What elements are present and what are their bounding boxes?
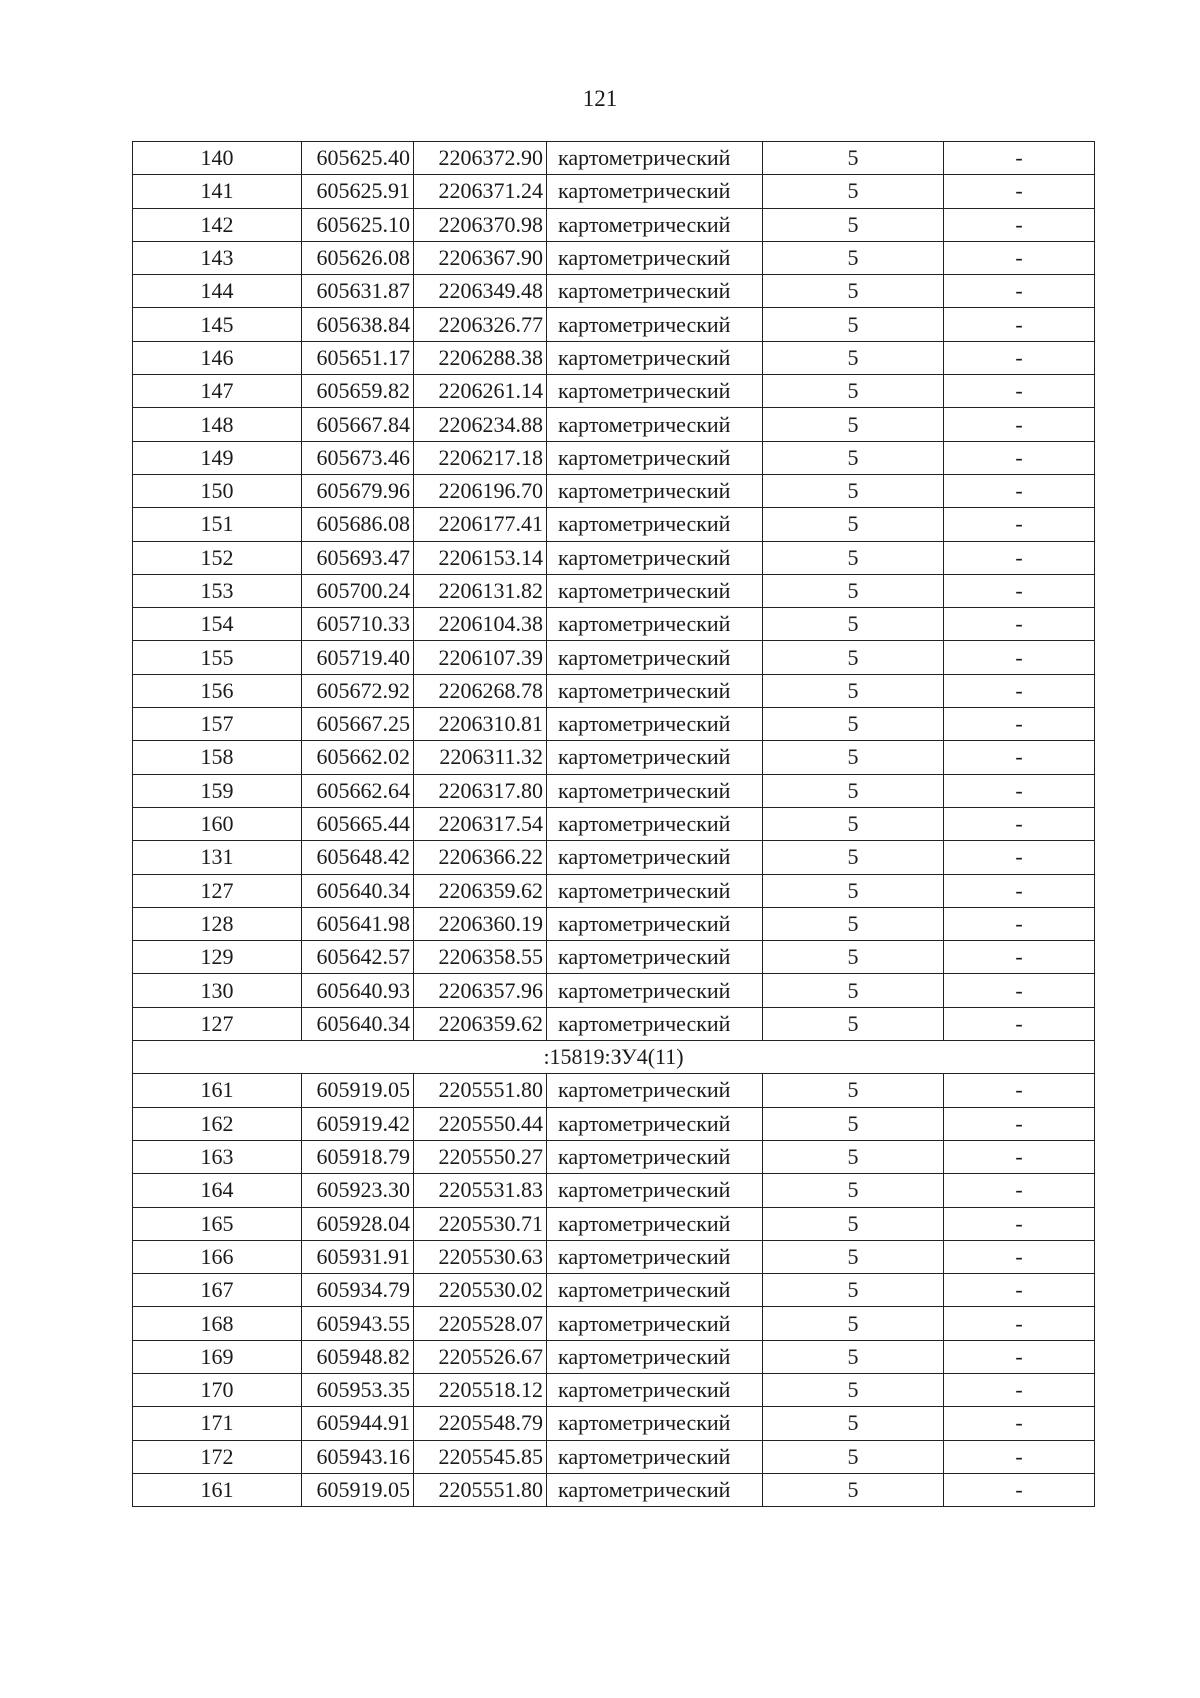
y-coordinate-cell: 2205530.71 [414,1207,547,1240]
table-row [133,1207,1095,1240]
point-number-cell: 157 [133,708,302,741]
x-coordinate-cell: 605953.35 [302,1373,414,1406]
x-coordinate-cell: 605667.25 [302,708,414,741]
point-number-cell: 151 [133,508,302,541]
table-row [133,774,1095,807]
note-cell: - [944,1473,1095,1506]
coordinates-table [132,141,1095,1507]
x-coordinate-cell: 605679.96 [302,474,414,507]
table-row [133,907,1095,940]
method-cell: картометрический [547,1140,763,1173]
x-coordinate-cell: 605943.55 [302,1307,414,1340]
table-row [133,1007,1095,1040]
method-cell: картометрический [547,1340,763,1373]
method-cell: картометрический [547,574,763,607]
x-coordinate-cell: 605923.30 [302,1174,414,1207]
note-cell: - [944,375,1095,408]
accuracy-cell: 5 [763,941,944,974]
y-coordinate-cell: 2206288.38 [414,341,547,374]
accuracy-cell: 5 [763,1140,944,1173]
method-cell: картометрический [547,1107,763,1140]
table-row [133,1107,1095,1140]
table-row [133,208,1095,241]
x-coordinate-cell: 605651.17 [302,341,414,374]
accuracy-cell: 5 [763,1174,944,1207]
y-coordinate-cell: 2206357.96 [414,974,547,1007]
note-cell: - [944,741,1095,774]
accuracy-cell: 5 [763,375,944,408]
point-number-cell: 171 [133,1407,302,1440]
y-coordinate-cell: 2205530.63 [414,1240,547,1273]
note-cell: - [944,641,1095,674]
note-cell: - [944,1340,1095,1373]
x-coordinate-cell: 605625.91 [302,175,414,208]
method-cell: картометрический [547,1207,763,1240]
x-coordinate-cell: 605667.84 [302,408,414,441]
y-coordinate-cell: 2205528.07 [414,1307,547,1340]
x-coordinate-cell: 605944.91 [302,1407,414,1440]
y-coordinate-cell: 2206371.24 [414,175,547,208]
point-number-cell: 161 [133,1074,302,1107]
method-cell: картометрический [547,674,763,707]
point-number-cell: 166 [133,1240,302,1273]
y-coordinate-cell: 2206317.80 [414,774,547,807]
table-row [133,674,1095,707]
note-cell: - [944,474,1095,507]
x-coordinate-cell: 605719.40 [302,641,414,674]
y-coordinate-cell: 2205545.85 [414,1440,547,1473]
note-cell: - [944,608,1095,641]
accuracy-cell: 5 [763,408,944,441]
y-coordinate-cell: 2206196.70 [414,474,547,507]
accuracy-cell: 5 [763,974,944,1007]
accuracy-cell: 5 [763,741,944,774]
method-cell: картометрический [547,941,763,974]
x-coordinate-cell: 605642.57 [302,941,414,974]
note-cell: - [944,142,1095,175]
accuracy-cell: 5 [763,1307,944,1340]
note-cell: - [944,175,1095,208]
table-row [133,874,1095,907]
table-row [133,1274,1095,1307]
y-coordinate-cell: 2206358.55 [414,941,547,974]
table-row [133,1240,1095,1273]
table-row [133,508,1095,541]
x-coordinate-cell: 605640.34 [302,1007,414,1040]
accuracy-cell: 5 [763,1107,944,1140]
point-number-cell: 152 [133,541,302,574]
method-cell: картометрический [547,341,763,374]
x-coordinate-cell: 605919.05 [302,1473,414,1506]
note-cell: - [944,1373,1095,1406]
x-coordinate-cell: 605700.24 [302,574,414,607]
point-number-cell: 131 [133,841,302,874]
method-cell: картометрический [547,741,763,774]
y-coordinate-cell: 2205550.27 [414,1140,547,1173]
table-row [133,841,1095,874]
method-cell: картометрический [547,608,763,641]
note-cell: - [944,941,1095,974]
accuracy-cell: 5 [763,708,944,741]
note-cell: - [944,1307,1095,1340]
y-coordinate-cell: 2205526.67 [414,1340,547,1373]
point-number-cell: 172 [133,1440,302,1473]
table-row [133,641,1095,674]
table-row [133,308,1095,341]
point-number-cell: 160 [133,807,302,840]
point-number-cell: 148 [133,408,302,441]
x-coordinate-cell: 605943.16 [302,1440,414,1473]
table-row [133,375,1095,408]
table-row [133,741,1095,774]
method-cell: картометрический [547,208,763,241]
y-coordinate-cell: 2206261.14 [414,375,547,408]
x-coordinate-cell: 605648.42 [302,841,414,874]
method-cell: картометрический [547,308,763,341]
y-coordinate-cell: 2206349.48 [414,275,547,308]
method-cell: картометрический [547,974,763,1007]
method-cell: картометрический [547,508,763,541]
note-cell: - [944,907,1095,940]
method-cell: картометрический [547,275,763,308]
accuracy-cell: 5 [763,1373,944,1406]
table-row [133,275,1095,308]
point-number-cell: 144 [133,275,302,308]
note-cell: - [944,708,1095,741]
point-number-cell: 164 [133,1174,302,1207]
section-label: :15819:ЗУ4(11) [133,1041,1095,1074]
note-cell: - [944,574,1095,607]
table-row [133,708,1095,741]
method-cell: картометрический [547,241,763,274]
note-cell: - [944,1074,1095,1107]
x-coordinate-cell: 605919.05 [302,1074,414,1107]
y-coordinate-cell: 2206360.19 [414,907,547,940]
method-cell: картометрический [547,1240,763,1273]
x-coordinate-cell: 605918.79 [302,1140,414,1173]
method-cell: картометрический [547,1373,763,1406]
note-cell: - [944,674,1095,707]
point-number-cell: 129 [133,941,302,974]
method-cell: картометрический [547,375,763,408]
y-coordinate-cell: 2206310.81 [414,708,547,741]
method-cell: картометрический [547,708,763,741]
point-number-cell: 142 [133,208,302,241]
method-cell: картометрический [547,1174,763,1207]
note-cell: - [944,341,1095,374]
method-cell: картометрический [547,874,763,907]
accuracy-cell: 5 [763,641,944,674]
x-coordinate-cell: 605686.08 [302,508,414,541]
point-number-cell: 141 [133,175,302,208]
point-number-cell: 143 [133,241,302,274]
accuracy-cell: 5 [763,907,944,940]
point-number-cell: 169 [133,1340,302,1373]
method-cell: картометрический [547,1473,763,1506]
point-number-cell: 163 [133,1140,302,1173]
y-coordinate-cell: 2206104.38 [414,608,547,641]
note-cell: - [944,1407,1095,1440]
accuracy-cell: 5 [763,308,944,341]
table-row [133,175,1095,208]
table-row [133,608,1095,641]
y-coordinate-cell: 2206234.88 [414,408,547,441]
x-coordinate-cell: 605934.79 [302,1274,414,1307]
note-cell: - [944,1007,1095,1040]
y-coordinate-cell: 2205531.83 [414,1174,547,1207]
accuracy-cell: 5 [763,1274,944,1307]
point-number-cell: 145 [133,308,302,341]
point-number-cell: 162 [133,1107,302,1140]
x-coordinate-cell: 605625.10 [302,208,414,241]
y-coordinate-cell: 2206153.14 [414,541,547,574]
point-number-cell: 155 [133,641,302,674]
y-coordinate-cell: 2206370.98 [414,208,547,241]
point-number-cell: 146 [133,341,302,374]
note-cell: - [944,408,1095,441]
y-coordinate-cell: 2206359.62 [414,874,547,907]
table-row [133,241,1095,274]
note-cell: - [944,541,1095,574]
point-number-cell: 154 [133,608,302,641]
point-number-cell: 159 [133,774,302,807]
accuracy-cell: 5 [763,674,944,707]
x-coordinate-cell: 605919.42 [302,1107,414,1140]
page-number: 121 [582,86,618,111]
x-coordinate-cell: 605673.46 [302,441,414,474]
point-number-cell: 170 [133,1373,302,1406]
table-row [133,807,1095,840]
note-cell: - [944,1440,1095,1473]
table-row [133,441,1095,474]
method-cell: картометрический [547,1007,763,1040]
accuracy-cell: 5 [763,608,944,641]
note-cell: - [944,508,1095,541]
accuracy-cell: 5 [763,574,944,607]
coordinates-table-body [133,142,1095,1507]
x-coordinate-cell: 605928.04 [302,1207,414,1240]
x-coordinate-cell: 605625.40 [302,142,414,175]
x-coordinate-cell: 605662.02 [302,741,414,774]
point-number-cell: 168 [133,1307,302,1340]
x-coordinate-cell: 605948.82 [302,1340,414,1373]
accuracy-cell: 5 [763,1440,944,1473]
method-cell: картометрический [547,1307,763,1340]
accuracy-cell: 5 [763,807,944,840]
note-cell: - [944,241,1095,274]
x-coordinate-cell: 605931.91 [302,1240,414,1273]
accuracy-cell: 5 [763,508,944,541]
note-cell: - [944,208,1095,241]
method-cell: картометрический [547,641,763,674]
method-cell: картометрический [547,541,763,574]
method-cell: картометрический [547,1074,763,1107]
y-coordinate-cell: 2206217.18 [414,441,547,474]
x-coordinate-cell: 605640.93 [302,974,414,1007]
accuracy-cell: 5 [763,1207,944,1240]
accuracy-cell: 5 [763,1407,944,1440]
table-row [133,408,1095,441]
y-coordinate-cell: 2206268.78 [414,674,547,707]
point-number-cell: 158 [133,741,302,774]
note-cell: - [944,1174,1095,1207]
note-cell: - [944,774,1095,807]
table-row [133,341,1095,374]
accuracy-cell: 5 [763,341,944,374]
note-cell: - [944,1107,1095,1140]
point-number-cell: 153 [133,574,302,607]
accuracy-cell: 5 [763,1340,944,1373]
accuracy-cell: 5 [763,1074,944,1107]
accuracy-cell: 5 [763,874,944,907]
note-cell: - [944,1240,1095,1273]
table-row [133,541,1095,574]
x-coordinate-cell: 605659.82 [302,375,414,408]
point-number-cell: 140 [133,142,302,175]
y-coordinate-cell: 2205551.80 [414,1074,547,1107]
method-cell: картометрический [547,807,763,840]
accuracy-cell: 5 [763,1240,944,1273]
table-row [133,1174,1095,1207]
y-coordinate-cell: 2206311.32 [414,741,547,774]
point-number-cell: 130 [133,974,302,1007]
method-cell: картометрический [547,408,763,441]
method-cell: картометрический [547,474,763,507]
y-coordinate-cell: 2206372.90 [414,142,547,175]
accuracy-cell: 5 [763,841,944,874]
point-number-cell: 150 [133,474,302,507]
point-number-cell: 127 [133,1007,302,1040]
point-number-cell: 128 [133,907,302,940]
table-row [133,574,1095,607]
x-coordinate-cell: 605626.08 [302,241,414,274]
y-coordinate-cell: 2206366.22 [414,841,547,874]
note-cell: - [944,874,1095,907]
point-number-cell: 161 [133,1473,302,1506]
table-row [133,1340,1095,1373]
point-number-cell: 165 [133,1207,302,1240]
method-cell: картометрический [547,175,763,208]
note-cell: - [944,308,1095,341]
method-cell: картометрический [547,907,763,940]
y-coordinate-cell: 2205550.44 [414,1107,547,1140]
y-coordinate-cell: 2206359.62 [414,1007,547,1040]
x-coordinate-cell: 605641.98 [302,907,414,940]
y-coordinate-cell: 2205548.79 [414,1407,547,1440]
note-cell: - [944,441,1095,474]
point-number-cell: 149 [133,441,302,474]
point-number-cell: 156 [133,674,302,707]
table-row [133,142,1095,175]
table-row [133,941,1095,974]
accuracy-cell: 5 [763,1473,944,1506]
table-row [133,1407,1095,1440]
note-cell: - [944,807,1095,840]
table-row [133,1140,1095,1173]
table-row [133,974,1095,1007]
point-number-cell: 167 [133,1274,302,1307]
table-row [133,1473,1095,1506]
y-coordinate-cell: 2206317.54 [414,807,547,840]
x-coordinate-cell: 605665.44 [302,807,414,840]
method-cell: картометрический [547,841,763,874]
point-number-cell: 127 [133,874,302,907]
accuracy-cell: 5 [763,142,944,175]
note-cell: - [944,974,1095,1007]
table-row [133,1373,1095,1406]
accuracy-cell: 5 [763,474,944,507]
y-coordinate-cell: 2206367.90 [414,241,547,274]
note-cell: - [944,275,1095,308]
y-coordinate-cell: 2206177.41 [414,508,547,541]
accuracy-cell: 5 [763,541,944,574]
table-row [133,1074,1095,1107]
accuracy-cell: 5 [763,1007,944,1040]
note-cell: - [944,841,1095,874]
note-cell: - [944,1207,1095,1240]
x-coordinate-cell: 605638.84 [302,308,414,341]
x-coordinate-cell: 605662.64 [302,774,414,807]
table-row [133,1440,1095,1473]
x-coordinate-cell: 605640.34 [302,874,414,907]
method-cell: картометрический [547,1274,763,1307]
accuracy-cell: 5 [763,441,944,474]
x-coordinate-cell: 605710.33 [302,608,414,641]
y-coordinate-cell: 2206326.77 [414,308,547,341]
table-row [133,474,1095,507]
method-cell: картометрический [547,441,763,474]
accuracy-cell: 5 [763,241,944,274]
y-coordinate-cell: 2206107.39 [414,641,547,674]
method-cell: картометрический [547,774,763,807]
y-coordinate-cell: 2205530.02 [414,1274,547,1307]
method-cell: картометрический [547,142,763,175]
table-row [133,1307,1095,1340]
accuracy-cell: 5 [763,774,944,807]
accuracy-cell: 5 [763,275,944,308]
y-coordinate-cell: 2205551.80 [414,1473,547,1506]
y-coordinate-cell: 2206131.82 [414,574,547,607]
method-cell: картометрический [547,1440,763,1473]
accuracy-cell: 5 [763,175,944,208]
x-coordinate-cell: 605672.92 [302,674,414,707]
accuracy-cell: 5 [763,208,944,241]
y-coordinate-cell: 2205518.12 [414,1373,547,1406]
section-header-row [133,1041,1095,1074]
note-cell: - [944,1274,1095,1307]
note-cell: - [944,1140,1095,1173]
x-coordinate-cell: 605631.87 [302,275,414,308]
x-coordinate-cell: 605693.47 [302,541,414,574]
method-cell: картометрический [547,1407,763,1440]
point-number-cell: 147 [133,375,302,408]
